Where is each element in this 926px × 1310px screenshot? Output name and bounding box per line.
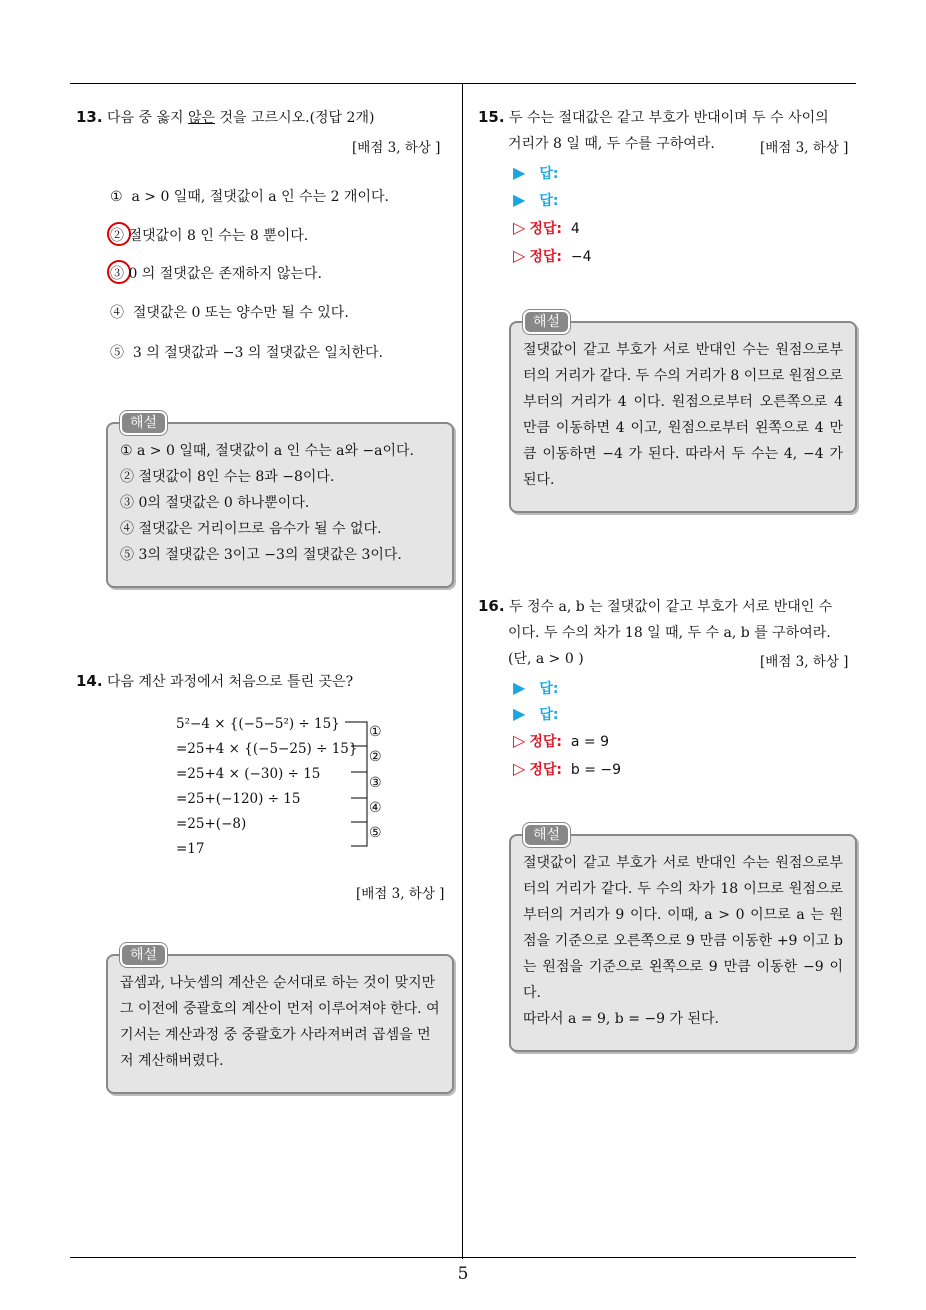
explanation-tag: 해설 xyxy=(523,823,570,847)
q16-stem: 16. 두 정수 a, b 는 절댓값이 같고 부호가 서로 반대인 수 이다. 두 수의 차가 18 일 때, 두 수 a, b 를 구하여라. (단, a > 0 ) xyxy=(478,597,833,667)
calculation-steps xyxy=(176,712,357,862)
q16-explanation-box xyxy=(509,827,857,1052)
q14-score: [배점 3, 하상 ] xyxy=(356,886,445,902)
blue-triangle-icon: ▶ xyxy=(513,678,526,697)
calc-line: =25+4 × {(−5−25) ÷ 15} xyxy=(176,741,358,757)
explanation-line: ① a > 0 일때, 절댓값이 a 인 수는 a와 −a이다. xyxy=(120,443,414,459)
red-triangle-icon: ▷ xyxy=(513,218,526,237)
q13-option-2[interactable]: ② 절댓값이 8 인 수는 8 뿐이다. xyxy=(110,228,309,244)
q13-option-1[interactable]: ① a > 0 일때, 절댓값이 a 인 수는 2 개이다. xyxy=(110,189,389,205)
q15-correct-1: ▷ 정답: 4 xyxy=(513,218,580,237)
explanation-line: ② 절댓값이 8인 수는 8과 −8이다. xyxy=(120,469,335,485)
explanation-text: 절댓값이 같고 부호가 서로 반대인 수는 원점으로부터의 거리가 같다. 두 수의 거리가 8 이므로 원점으로부터의 거리가 4 이다. 원점으로부터 오른쪽으로 4 만큼 이동하면 4 이고, 원점으로부터 왼쪽으로 4 만큼 이동하면 −4 가 된다. 따라서 두 수는 4, −4 가 된다. xyxy=(523,342,843,488)
calc-line: 5²−4 × {(−5−5²) ÷ 15} xyxy=(176,716,340,732)
explanation-line: ⑤ 3의 절댓값은 3이고 −3의 절댓값은 3이다. xyxy=(120,547,402,563)
calc-line: =25+(−8) xyxy=(176,816,247,832)
page-number: 5 xyxy=(457,1264,469,1284)
column-divider xyxy=(462,84,463,1259)
calc-line: =17 xyxy=(176,841,205,857)
blue-triangle-icon: ▶ xyxy=(513,163,526,182)
q16-score: [배점 3, 하상 ] xyxy=(760,654,849,670)
q13-explanation-box xyxy=(106,415,454,588)
q16-correct-2: ▷ 정답: b = −9 xyxy=(513,759,622,778)
q14-explanation-box xyxy=(106,947,454,1094)
explanation-line: ③ 0의 절댓값은 0 하나뿐이다. xyxy=(120,495,310,511)
q15-answer-blank-2[interactable]: ▶ 답: xyxy=(513,190,559,209)
red-triangle-icon: ▷ xyxy=(513,731,526,750)
q15-stem: 15. 두 수는 절대값은 같고 부호가 반대이며 두 수 사이의 거리가 8 일 때, 두 수를 구하여라. xyxy=(478,108,829,152)
blue-triangle-icon: ▶ xyxy=(513,704,526,723)
q16-answer-blank-2[interactable]: ▶ 답: xyxy=(513,704,559,723)
explanation-text: 절댓값이 같고 부호가 서로 반대인 수는 원점으로부터의 거리가 같다. 두 수의 차가 18 이므로 원점으로부터의 거리가 9 이다. 이때, a > 0 이므로 a 는 원점을 기준으로 오른쪽으로 9 만큼 이동한 +9 이고 b 는 원점을 기준으로 왼쪽으로 9 만큼 이동한 −9 이다. xyxy=(523,855,843,1001)
step-mark-1[interactable]: ① xyxy=(369,724,382,740)
q15-correct-2: ▷ 정답: −4 xyxy=(513,246,592,265)
top-rule xyxy=(70,83,856,84)
explanation-text: 따라서 a = 9, b = −9 가 된다. xyxy=(523,1011,719,1027)
q15-number: 15. xyxy=(478,108,505,126)
explanation-line: ④ 절댓값은 거리이므로 음수가 될 수 없다. xyxy=(120,521,382,537)
q14-number: 14. xyxy=(76,672,103,690)
calc-line: =25+4 × (−30) ÷ 15 xyxy=(176,766,321,782)
explanation-tag: 해설 xyxy=(523,310,570,334)
q16-number: 16. xyxy=(478,597,505,615)
blue-triangle-icon: ▶ xyxy=(513,190,526,209)
q13-number: 13. xyxy=(76,108,103,126)
q13-option-3[interactable]: ③ 0 의 절댓값은 존재하지 않는다. xyxy=(110,266,322,282)
red-triangle-icon: ▷ xyxy=(513,759,526,778)
step-mark-2[interactable]: ② xyxy=(369,749,382,765)
q16-correct-1: ▷ 정답: a = 9 xyxy=(513,731,609,750)
q14-stem: 14. 다음 계산 과정에서 처음으로 틀린 곳은? xyxy=(76,672,354,690)
step-mark-5[interactable]: ⑤ xyxy=(369,825,382,841)
q13-option-4[interactable]: ④ 절댓값은 0 또는 양수만 될 수 있다. xyxy=(110,305,349,321)
q16-answer-blank-1[interactable]: ▶ 답: xyxy=(513,678,559,697)
red-triangle-icon: ▷ xyxy=(513,246,526,265)
q13-option-5[interactable]: ⑤ 3 의 절댓값과 −3 의 절댓값은 일치한다. xyxy=(110,345,383,361)
bottom-rule xyxy=(70,1257,856,1258)
calc-line: =25+(−120) ÷ 15 xyxy=(176,791,301,807)
explanation-tag: 해설 xyxy=(120,411,167,435)
q15-answer-blank-1[interactable]: ▶ 답: xyxy=(513,163,559,182)
explanation-tag: 해설 xyxy=(120,943,167,967)
explanation-text: 곱셈과, 나눗셈의 계산은 순서대로 하는 것이 맞지만 그 이전에 중괄호의 계산이 먼저 이루어져야 한다. 여기서는 계산과정 중 중괄호가 사라져버려 곱셈을 먼저 계산해버렸다. xyxy=(120,975,440,1069)
q15-score: [배점 3, 하상 ] xyxy=(760,140,849,156)
q15-explanation-box xyxy=(509,314,857,513)
step-mark-4[interactable]: ④ xyxy=(369,800,382,816)
q13-score: [배점 3, 하상 ] xyxy=(352,140,441,156)
step-mark-3[interactable]: ③ xyxy=(369,775,382,791)
q13-stem: 13. 다음 중 옳지 않은 것을 고르시오.(정답 2개) xyxy=(76,108,375,126)
